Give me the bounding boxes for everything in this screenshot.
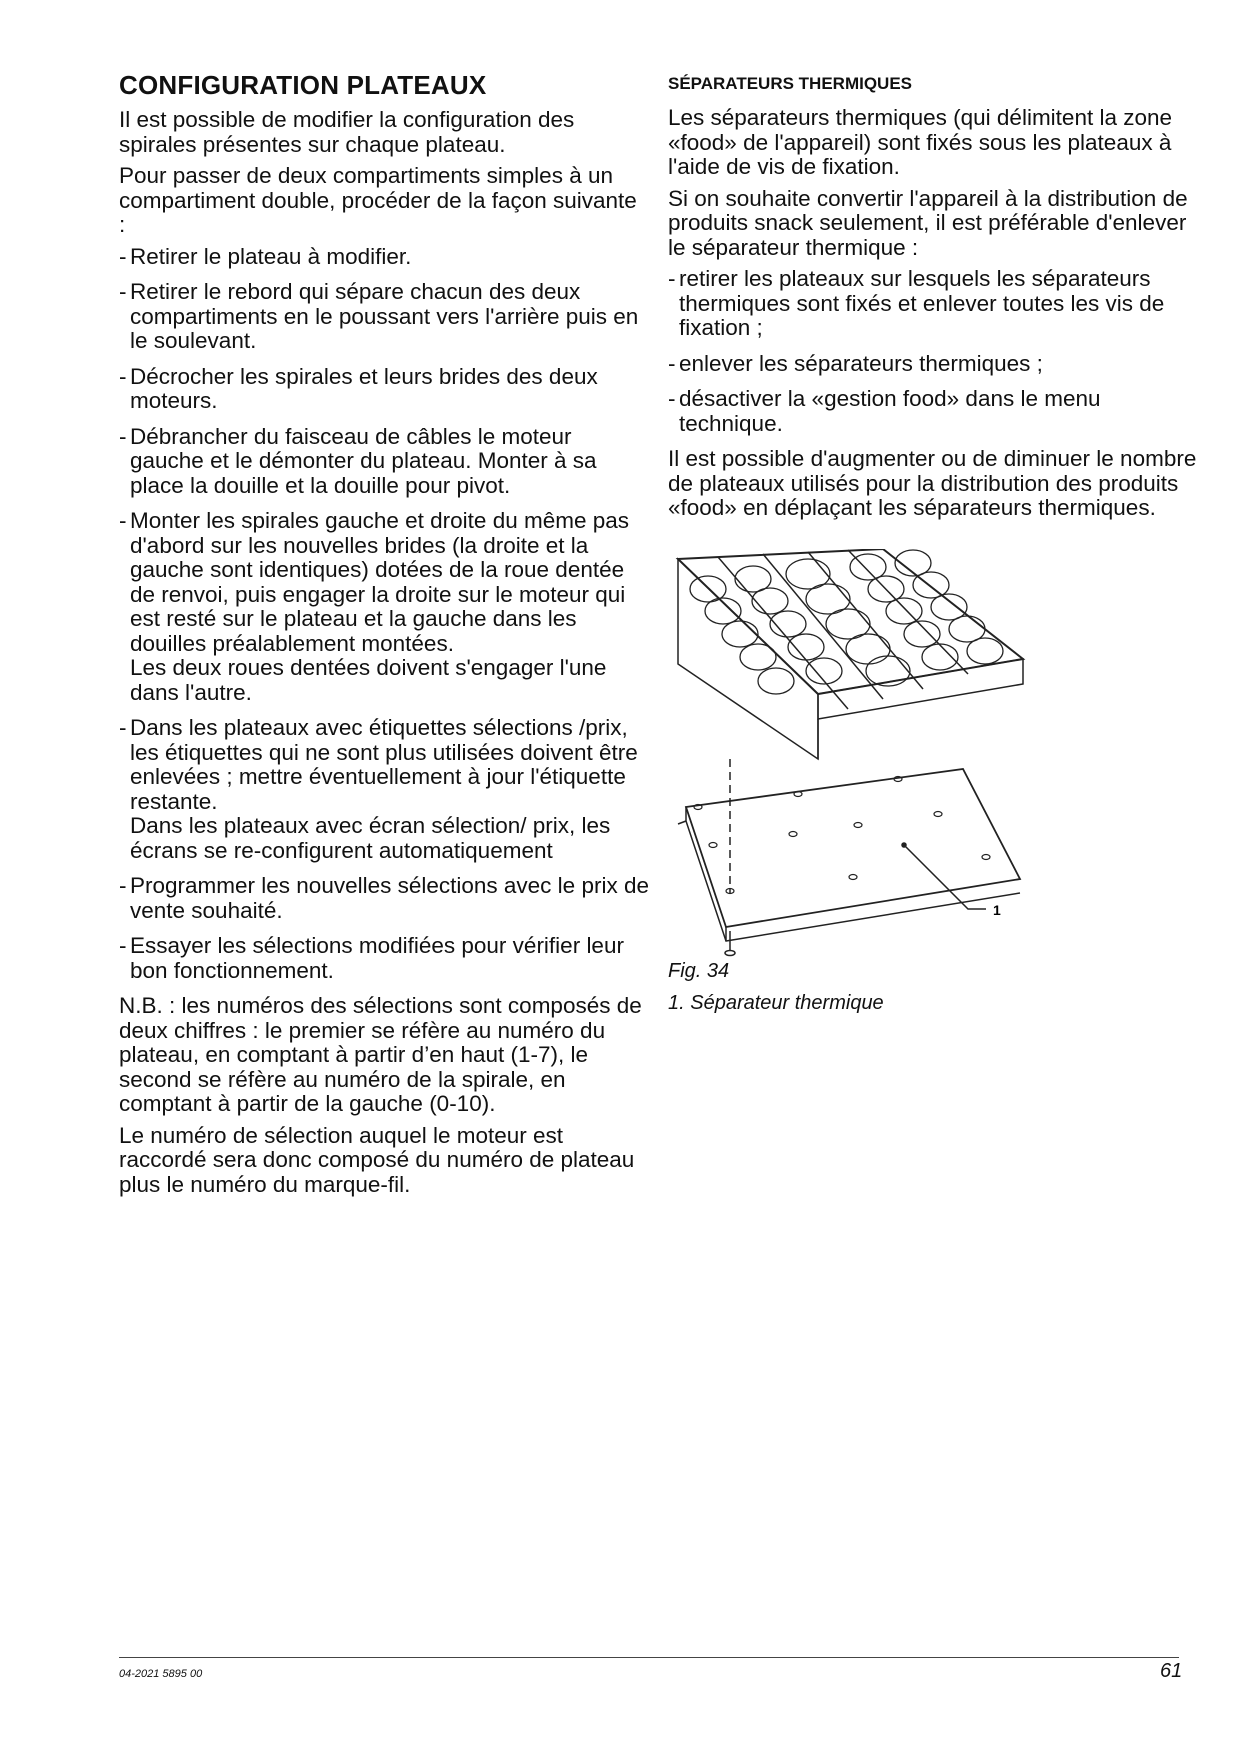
figure-caption: Fig. 34 <box>668 959 730 982</box>
dash-marker: - <box>119 243 127 269</box>
separator-step-text: enlever les séparateurs thermiques ; <box>679 350 1043 376</box>
tray-separator-illustration <box>668 549 1088 959</box>
procedure-step-text: Monter les spirales gauche et droite du même pas d'abord sur les nouvelles brides (la droite et la gauche sont identiques) dotées de la roue dentée de renvoi, puis engager la droite sur le moteur qui est resté sur le plateau et la gauche dans les douilles préalablement montées. <box>130 508 630 656</box>
procedure-steps <box>119 245 649 984</box>
dash-marker: - <box>668 350 676 376</box>
right-column <box>668 62 1198 1023</box>
figure-legend: 1. Séparateur thermique <box>668 991 884 1014</box>
separator-step <box>668 267 1198 341</box>
procedure-step-text: Retirer le plateau à modifier. <box>130 243 412 269</box>
procedure-step-text: Débrancher du faisceau de câbles le moteur gauche et le démonter du plateau. Monter à sa place la douille et la douille pour pivot. <box>130 423 597 498</box>
intro-paragraph: Il est possible de modifier la configuration des spirales présentes sur chaque plateau. <box>119 107 575 157</box>
dash-marker: - <box>119 933 127 958</box>
separator-paragraph-2: Si on souhaite convertir l'appareil à la distribution de produits snack seulement, il est préférable d'enlever le séparateur thermique : <box>668 185 1188 260</box>
procedure-step-text: Essayer les sélections modifiées pour vérifier leur bon fonctionnement. <box>130 933 624 983</box>
left-column <box>119 62 649 1204</box>
dash-marker: - <box>119 508 127 533</box>
dash-marker: - <box>668 266 676 291</box>
procedure-step <box>119 874 649 923</box>
procedure-step <box>119 509 649 705</box>
separator-step <box>668 352 1198 377</box>
procedure-step-text: Dans les plateaux avec étiquettes sélections /prix, les étiquettes qui ne sont plus utilisées doivent être enlevées ; mettre éventuellement à jour l'étiquette restante. <box>130 715 638 814</box>
procedure-step <box>119 365 649 414</box>
document-code: 04-2021 5895 00 <box>119 1668 203 1680</box>
procedure-step <box>119 716 649 863</box>
separator-step-text: désactiver la «gestion food» dans le menu technique. <box>679 386 1101 436</box>
footer-rule <box>119 1657 1179 1658</box>
final-paragraph: Le numéro de sélection auquel le moteur est raccordé sera donc composé du numéro de plateau plus le numéro du marque-fil. <box>119 1122 635 1197</box>
procedure-step <box>119 245 649 270</box>
procedure-intro: Pour passer de deux compartiments simples à un compartiment double, procéder de la façon suivante : <box>119 163 637 237</box>
procedure-step <box>119 280 649 354</box>
separator-step <box>668 387 1198 436</box>
subsection-title: SÉPARATEURS THERMIQUES <box>668 74 913 93</box>
figure-34 <box>668 549 1088 959</box>
separator-steps <box>668 267 1198 436</box>
procedure-step-note: Dans les plateaux avec écran sélection/ prix, les écrans se re-configurent automatiquement <box>130 813 611 863</box>
procedure-step-note: Les deux roues dentées doivent s'engager l'une dans l'autre. <box>130 655 607 705</box>
separator-paragraph-3: Il est possible d'augmenter ou de diminuer le nombre de plateaux utilisés pour la distribution des produits «food» en déplaçant les séparateurs thermiques. <box>668 446 1197 520</box>
procedure-step <box>119 425 649 499</box>
dash-marker: - <box>668 386 676 411</box>
dash-marker: - <box>119 715 127 740</box>
procedure-step-text: Retirer le rebord qui sépare chacun des deux compartiments en le poussant vers l'arrière puis en le soulevant. <box>130 279 639 353</box>
procedure-step-text: Décrocher les spirales et leurs brides des deux moteurs. <box>130 363 598 413</box>
dash-marker: - <box>119 363 127 389</box>
dash-marker: - <box>119 423 127 449</box>
procedure-step-text: Programmer les nouvelles sélections avec le prix de vente souhaité. <box>130 873 649 923</box>
nb-note: N.B. : les numéros des sélections sont composés de deux chiffres : le premier se réfère au numéro du plateau, en comptant à partir d’en haut (1-7), le second se réfère au numéro de la spirale, en comptant à partir de la gauche (0-10). <box>119 993 642 1116</box>
separator-step-text: retirer les plateaux sur lesquels les séparateurs thermiques sont fixés et enlever toutes les vis de fixation ; <box>679 266 1165 340</box>
dash-marker: - <box>119 873 127 898</box>
section-title: CONFIGURATION PLATEAUX <box>119 70 487 100</box>
procedure-step <box>119 934 649 983</box>
dash-marker: - <box>119 279 127 304</box>
callout-label: 1 <box>993 901 1001 918</box>
page-number: 61 <box>1160 1660 1183 1682</box>
separator-paragraph-1: Les séparateurs thermiques (qui délimitent la zone «food» de l'appareil) sont fixés sous les plateaux à l'aide de vis de fixation. <box>668 105 1173 179</box>
